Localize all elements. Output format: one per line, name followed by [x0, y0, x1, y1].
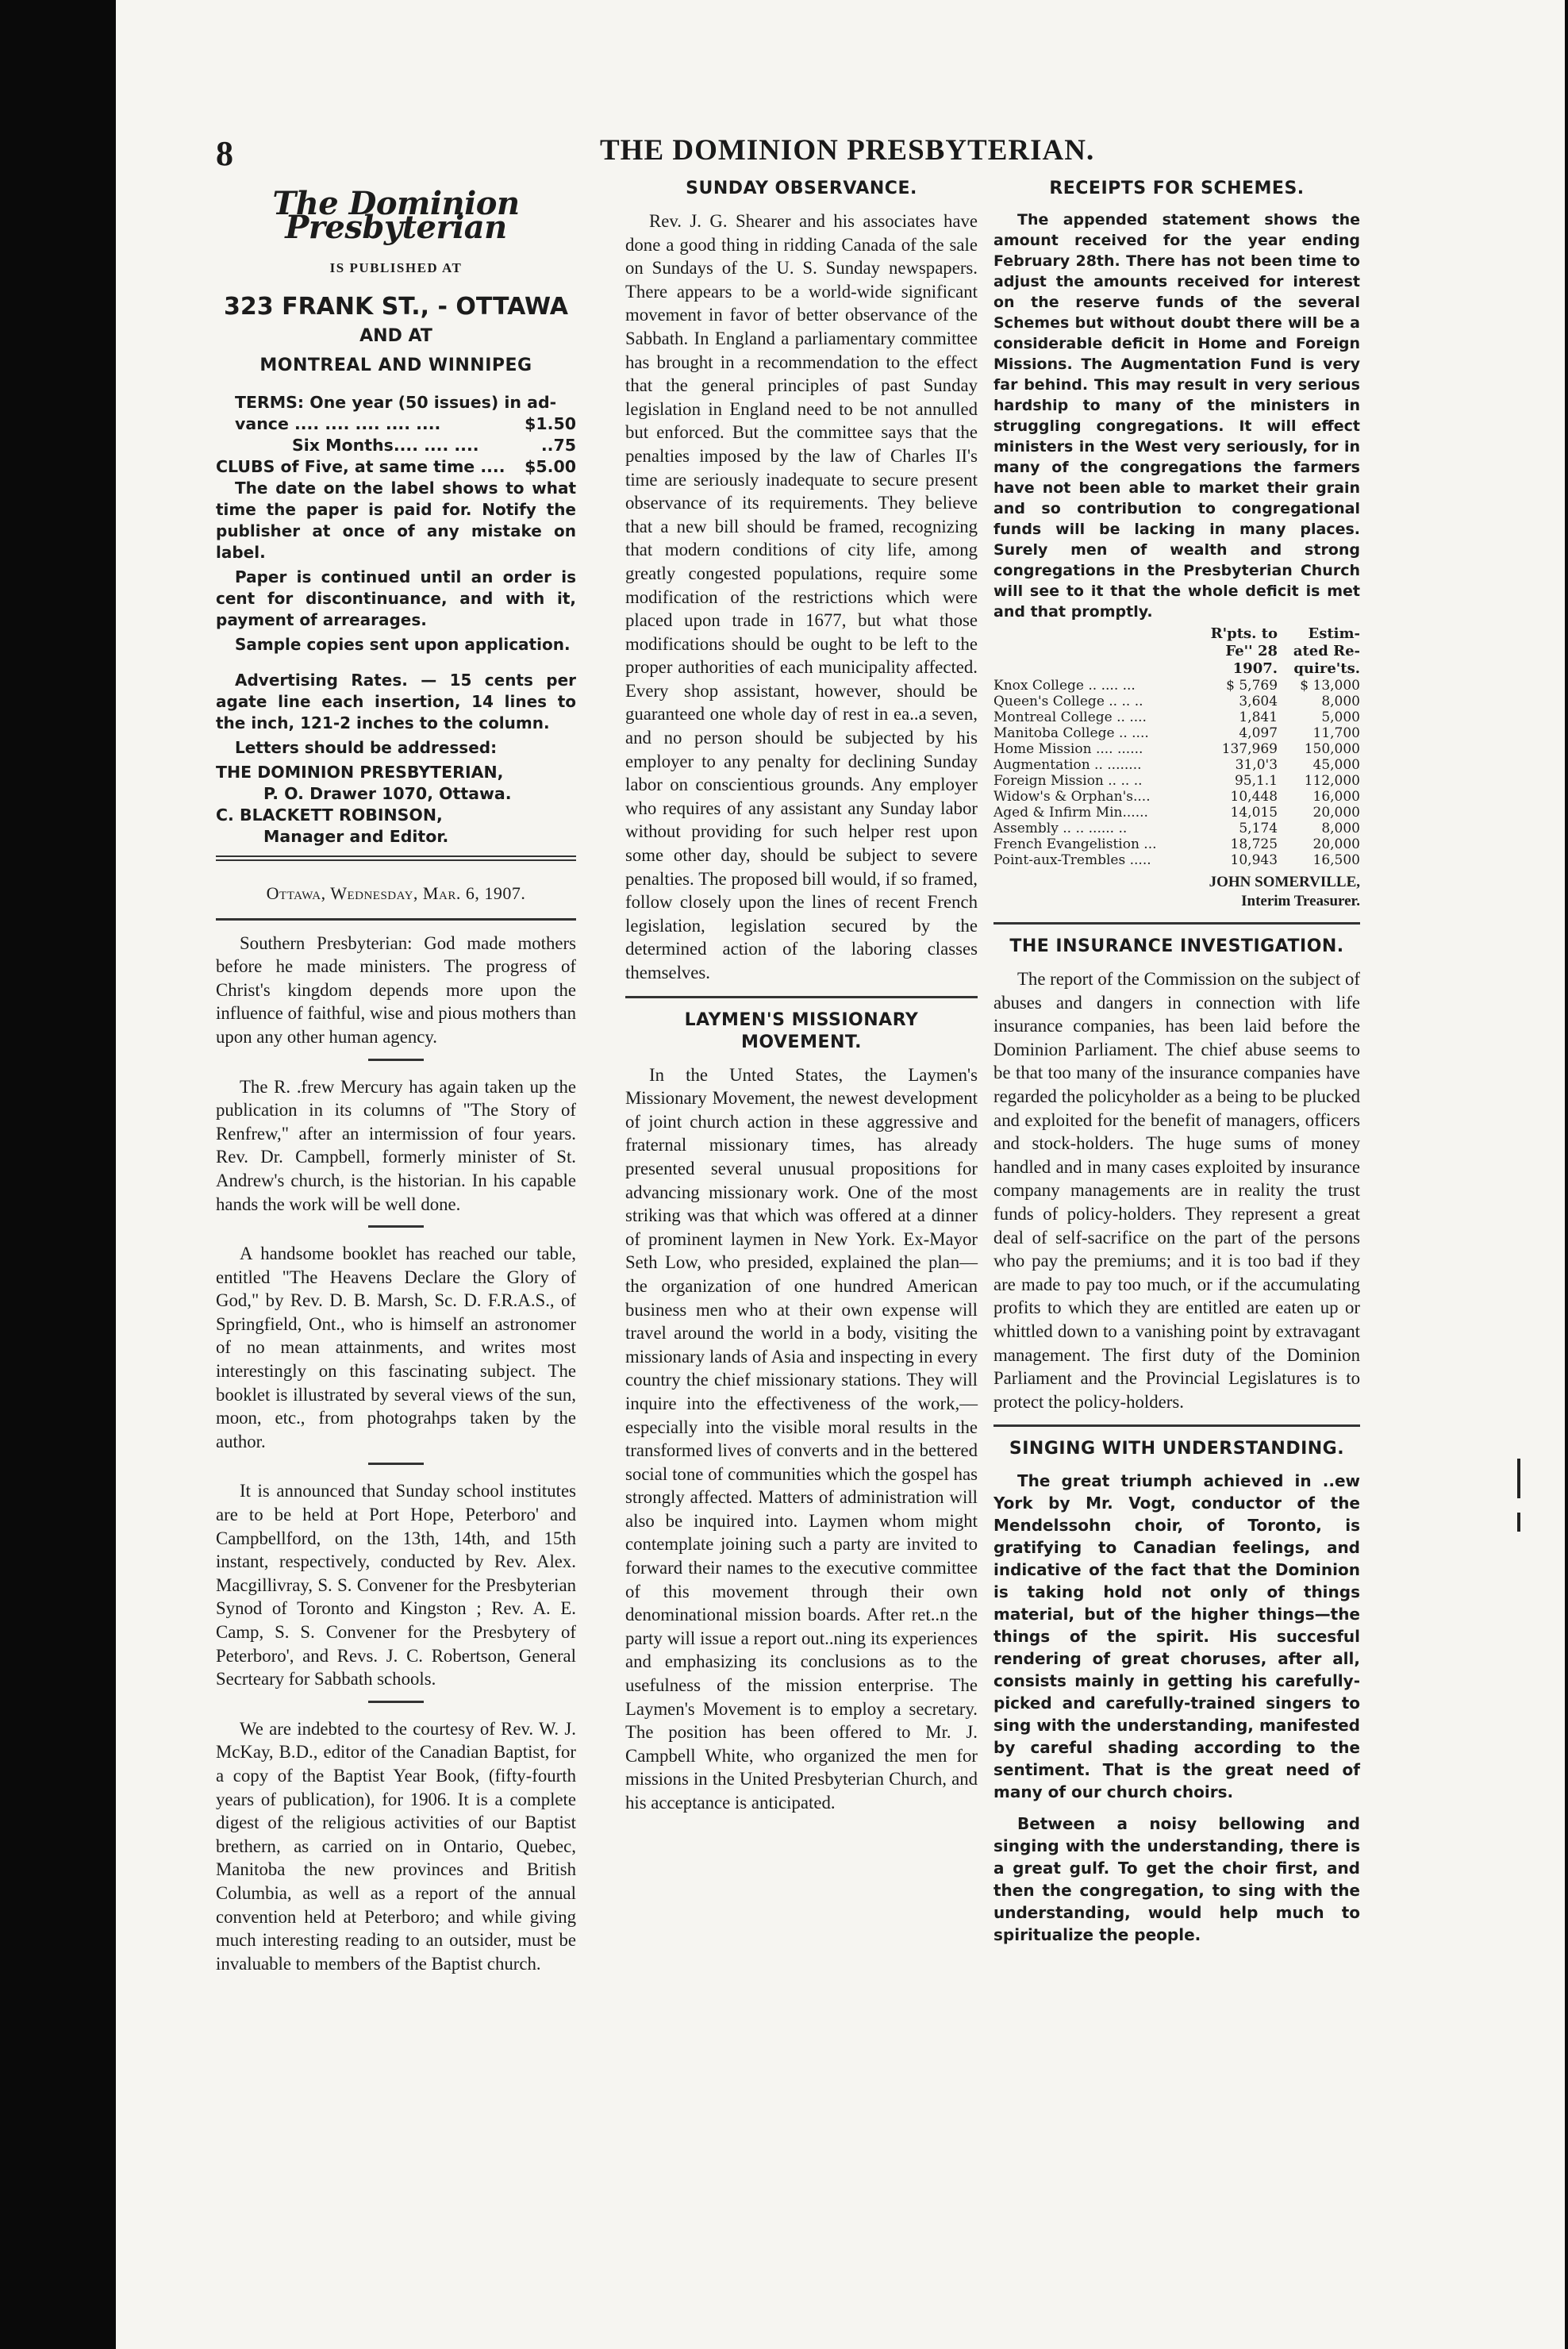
cell-received: 1,841	[1239, 709, 1278, 725]
cell-required: 45,000	[1312, 757, 1360, 773]
column-reports	[993, 179, 1360, 1955]
article-body: The appended statement shows the amount received for the year ending February 28th. There has not been time to adjust the amounts received for interest on the reserve funds of the several Schemes but without doubt there will be a considerable deficit in Home and Foreign Missions. The Augmentation Fund is very far behind. This may result in very serious hardship to many of the ministers in struggling congregations. It will effect ministers in the West very seriously, for in many of the congregations the farmers have not been able to market their grain and so contribution to congregational funds will be lacking in many places. Surely men of wealth and strong congregations in the Presbyterian Church will see to it that the whole deficit is met and that promptly.	[993, 211, 1360, 621]
publisher-notices	[216, 478, 576, 759]
cell-name: Home Mission .... ......	[993, 741, 1143, 757]
article-body: Rev. J. G. Shearer and his associates have done a good thing in ridding Canada of the sale on Sundays of the U. S. Sunday newspapers. There appears to be a world-wide significant movement in favor of better observance of the Sabbath. In England a parliamentary committee has brought in a recommendation to the effect that the general principles of past Sunday legislation in England need to be not annulled but enforced. But the committee says that the penalties imposed by the law of Charles II's time are seriously inadequate to secure present observance of its requirements. They believe that a new bill should be framed, recognizing that modern conditions of city life, among greatly congested populations, require some modification of the restrictions which were placed upon trade in 1677, but what those modifications should be ought to be left to the proper authorities of each municipality affected. Every shop assistant, however, should be guaranteed one whole day of rest in ea..a seven, and no person should be subjected by his employer to any penalty for declining Sunday labor on conscientious grounds. Any employer who requires of any assistant any Sunday labor without providing for such helper rest upon some other day, should be subject to severe penalties. The proposed bill would, if so framed, follow closely upon the lines of recent French legislation, legislation secured by the determined action of the laboring classes themselves.	[625, 211, 978, 982]
table-header-row	[993, 643, 1360, 660]
table-row	[993, 821, 1360, 836]
table-header-row	[993, 625, 1360, 643]
section-heading: SUNDAY OBSERVANCE.	[686, 179, 917, 198]
divider	[993, 1424, 1360, 1427]
terms-value: ..75	[540, 435, 576, 455]
table-row	[993, 725, 1360, 741]
cell-received: 95,1.1	[1234, 773, 1278, 789]
subscription-terms	[216, 392, 576, 478]
cell-name: Knox College .. .... ...	[993, 678, 1136, 694]
table-row	[993, 773, 1360, 789]
signer-title: Interim Treasurer.	[1241, 893, 1360, 909]
and-at: AND AT	[359, 325, 432, 346]
section-heading: SINGING WITH UNDERSTANDING.	[1009, 1439, 1345, 1459]
cell-name: Augmentation .. ........	[993, 757, 1142, 773]
cell-received: 137,969	[1221, 741, 1278, 757]
po-drawer: P. O. Drawer 1070, Ottawa.	[263, 783, 512, 803]
terms-label: CLUBS of Five, at same time ....	[216, 456, 505, 476]
terms-label: Six Months.... .... ....	[292, 435, 479, 455]
notice-paragraph: Paper is continued until an order is cent for discontinuance, and with it, payment of arrearages.	[216, 567, 576, 629]
table-row	[993, 757, 1360, 773]
table-row	[993, 709, 1360, 725]
column-header: Fe'' 28	[1225, 643, 1278, 659]
cell-received: 10,943	[1230, 852, 1278, 868]
cell-required: 20,000	[1312, 836, 1360, 852]
cell-name: Aged & Infirm Min......	[993, 805, 1148, 821]
margin-mark	[1517, 1513, 1520, 1532]
page-number: 8	[216, 134, 233, 173]
column-header: Estim-	[1308, 625, 1360, 642]
cell-received: 4,097	[1239, 725, 1278, 741]
cell-received: 14,015	[1230, 805, 1278, 821]
table-row	[993, 789, 1360, 805]
column-masthead	[216, 184, 576, 1985]
cell-received: 31,0'3	[1235, 757, 1278, 773]
article-body: In the Unted States, the Laymen's Missionary Movement, the newest development of joint church action in these aggressive and fraternal missionary times, has already presented several unusual propositions for advancing missionary work. One of the most striking was that which was offered at a dinner of prominent laymen in New York. Ex-Mayor Seth Low, who presided, explained the plan—the organization of one hundred American business men who at their own expense will travel around the world in a body, visiting the missionary lands of Asia and inspecting in every country the chief missionary stations. They will inquire into the effectiveness of the work,—especially into the visible moral results in the transformed lives of converts and in the bettered social tone of communities which the gospel has strongly affected. Matters of administration will also be inquired into. Laymen whom might contemplate joining such a party are invited to forward their names to the executive committee of this movement through their own denominational mission boards. After ret..n the party will issue a report out..ning its experiences and emphasizing its conclusions as to the usefulness of the mission enterprise. The Laymen's Movement is to employ a secretary. The position has been offered to Mr. J. Campbell White, who organized the men for missions in the United Presbyterian Church, and his acceptance is anticipated.	[625, 1064, 978, 1813]
terms-value: $5.00	[525, 456, 576, 476]
cell-name: Queen's College .. .. ..	[993, 694, 1143, 709]
addressee: THE DOMINION PRESBYTERIAN,	[216, 762, 504, 782]
column-header: quire'ts.	[1293, 660, 1360, 677]
divider	[216, 855, 576, 861]
table-row	[993, 852, 1360, 868]
dateline: Ottawa, Wednesday, Mar. 6, 1907.	[266, 882, 526, 903]
news-item: Southern Presbyterian: God made mothers before he made ministers. The progress of Christ's kingdom depends more upon the influence of faithful, wise and pious mothers than upon any other human agency.	[216, 932, 576, 1047]
margin-mark	[1517, 1459, 1520, 1498]
article-body: Between a noisy bellowing and singing with the understanding, there is a great gulf. To get the choir first, and then the congregation, to sing with the understanding, would help much to spiritualize the people.	[993, 1814, 1360, 1945]
table-row	[993, 805, 1360, 821]
divider	[368, 1225, 424, 1228]
divider	[993, 922, 1360, 925]
office-cities: MONTREAL AND WINNIPEG	[259, 356, 532, 376]
cell-required: 11,700	[1312, 725, 1360, 741]
terms-row	[216, 413, 576, 435]
running-title: THE DOMINION PRESBYTERIAN.	[600, 134, 1095, 167]
cell-received: $ 5,769	[1226, 678, 1278, 694]
news-item: A handsome booklet has reached our table, entitled "The Heavens Declare the Glory of God," by Rev. D. B. Marsh, Sc. D. F.R.A.S., of Springfield, Ont., who is himself an astronomer of no mean attainments, and writes most interestingly on this fascinating subject. The booklet is illustrated by several views of the sun, moon, etc., from photograhps taken by the author.	[216, 1244, 576, 1451]
editor-title: Manager and Editor.	[263, 826, 449, 846]
letters-line: Letters should be addressed:	[235, 737, 498, 757]
published-at: IS PUBLISHED AT	[329, 260, 463, 276]
section-heading: LAYMEN'S MISSIONARY MOVEMENT.	[684, 1009, 919, 1052]
cell-name: Assembly .. .. ...... ..	[993, 821, 1128, 836]
column-articles	[625, 179, 978, 1824]
cell-required: 112,000	[1304, 773, 1360, 789]
editor-name: C. BLACKETT ROBINSON,	[216, 805, 443, 825]
cell-received: 5,174	[1239, 821, 1278, 836]
cell-name: Widow's & Orphan's....	[993, 789, 1151, 805]
terms-label: vance .... .... .... .... ....	[235, 413, 441, 433]
divider	[368, 1463, 424, 1465]
divider	[625, 996, 978, 998]
cell-received: 18,725	[1230, 836, 1278, 852]
cell-required: 5,000	[1321, 709, 1360, 725]
cell-received: 3,604	[1239, 694, 1278, 709]
article-body: The report of the Commission on the subject of abuses and dangers in connection with life insurance companies, has been laid before the Dominion Parliament. The chief abuse seems to be that too many of the insurance companies have regarded the policyholder as a being to be plucked and exploited for the benefit of managers, officers and stock-holders. The huge sums of money handled and in many cases exploited by insurance company managements are in reality the trust funds of policy-holders. They represent a great deal of self-sacrifice on the part of the persons who pay the premiums; and it is too bad if they are made to pay too much, or if the accumulating profits to which they are entitled are eaten up or whittled down to a vanishing point by extravagant management. The first duty of the Dominion Parliament and the Provincial Legislatures is to protect the policy-holders.	[993, 969, 1360, 1412]
table-row	[993, 694, 1360, 709]
publisher-address-block	[216, 762, 576, 848]
cell-name: Manitoba College .. ....	[993, 725, 1149, 741]
table-row	[993, 678, 1360, 694]
cell-required: 20,000	[1312, 805, 1360, 821]
notice-paragraph: Sample copies sent upon application.	[235, 634, 571, 654]
divider	[368, 1701, 424, 1703]
news-item: It is announced that Sunday school institutes are to be held at Port Hope, Peterboro' and Campbellford, on the 13th, 14th, and 15th instant, respectively, conducted by Rev. Alex. Macgillivray, S. S. Convener for the Presbyterian Synod of Toronto and Kingston ; Rev. A. E. Camp, S. S. Convener for the Presbytery of Peterboro', and Revs. J. C. Robertson, General Secrteary for Sabbath schools.	[216, 1481, 576, 1690]
cell-name: Point-aux-Trembles .....	[993, 852, 1151, 868]
notice-paragraph: The date on the label shows to what time the paper is paid for. Notify the publisher at once of any mistake on label.	[216, 478, 576, 562]
table-row	[993, 836, 1360, 852]
receipts-table	[993, 625, 1360, 868]
divider	[216, 918, 576, 921]
column-header: ated Re-	[1293, 643, 1360, 659]
cell-required: 8,000	[1321, 821, 1360, 836]
divider	[368, 1059, 424, 1061]
terms-row	[216, 435, 576, 456]
terms-line: TERMS: One year (50 issues) in ad-	[235, 392, 557, 412]
cell-required: 150,000	[1304, 741, 1360, 757]
signer-name: JOHN SOMERVILLE,	[1209, 874, 1360, 890]
table-header-row	[993, 660, 1360, 678]
terms-row	[216, 456, 576, 478]
article-body: The great triumph achieved in ..ew York by Mr. Vogt, conductor of the Mendelssohn choir, of Toronto, is gratifying to Canadian feelings, and indicative of the fact that the Dominion is taking hold not only of things material, but of the higher things—the things of the spirit. His succesful rendering of great choruses, after all, consists mainly in getting his carefully-picked and carefully-trained singers to sing with the understanding, manifested by careful shading according to the sentiment. That is the great need of many of our church choirs.	[993, 1471, 1360, 1802]
column-header: R'pts. to	[1210, 625, 1278, 642]
news-item: We are indebted to the courtesy of Rev. W. J. McKay, B.D., editor of the Canadian Baptist, for a copy of the Baptist Year Book, (fifty-fourth years of publication), for 1906. It is a complete digest of the religious activities of our Baptist brethern, as carried on in Ontario, Quebec, Manitoba the new provinces and British Columbia, as well as a report of the annual convention held at Peterboro; and while giving much interesting reading to an outsider, must be invaluable to members of the Baptist church.	[216, 1718, 576, 1974]
cell-received: 10,448	[1230, 789, 1278, 805]
cell-required: 16,000	[1312, 789, 1360, 805]
cell-required: 16,500	[1312, 852, 1360, 868]
cell-required: $ 13,000	[1300, 678, 1360, 694]
section-heading: RECEIPTS FOR SCHEMES.	[1049, 179, 1305, 198]
cell-name: Montreal College .. ....	[993, 709, 1147, 725]
table-row	[993, 741, 1360, 757]
office-address: 323 FRANK ST., - OTTAWA	[224, 292, 568, 321]
cell-required: 8,000	[1321, 694, 1360, 709]
masthead-title: The Dominion Presbyterian	[272, 185, 520, 246]
news-item: The R. .frew Mercury has again taken up the publication in its columns of "The Story of Renfrew," after an intermission of four years. Rev. Dr. Campbell, formerly minister of St. Andrew's church, is the historian. In his capable hands the work will be well done.	[216, 1076, 576, 1214]
column-header: 1907.	[1232, 660, 1278, 677]
cell-name: French Evangelistion ...	[993, 836, 1157, 852]
cell-name: Foreign Mission .. .. ..	[993, 773, 1143, 789]
advertising-rates: Advertising Rates. — 15 cents per agate line each insertion, 14 lines to the inch, 121-2 inches to the column.	[216, 670, 576, 732]
section-heading: THE INSURANCE INVESTIGATION.	[1009, 936, 1344, 956]
terms-value: $1.50	[525, 413, 576, 433]
